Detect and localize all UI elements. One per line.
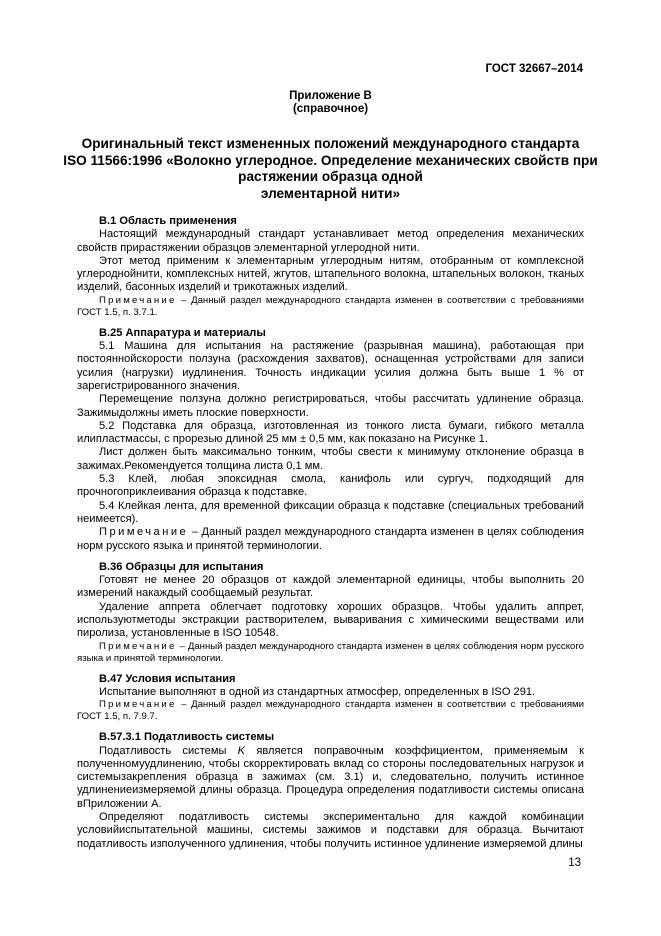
paragraph: 5.2 Подставка для образца, изготовленная из тонкого листа бумаги, гибкого металла илипластмассы, с прорезью длиной 25 мм ± 0,5 мм, как показано на Рисунке 1. — [77, 419, 584, 446]
note-label: Примечание — [99, 640, 177, 652]
note-label: Примечание — [99, 699, 177, 711]
section-heading-conditions: В.47 Условия испытания — [99, 672, 236, 685]
paragraph: 5.1 Машина для испытания на растяжение (разрывная машина), работающая при постояннойскорости ползуна (расхождения захватов), оснащенная устройствами для записи усилия (нагрузки) иудлинения. Точность индикации усилия должна быть выше 1 % от зарегистрированного значения. — [77, 340, 584, 392]
appendix-heading — [0, 90, 661, 116]
document-body — [77, 215, 584, 851]
note-text: – Данный раздел международного стандарта изменен в соответствии с требованиями ГОСТ 1.5, п. 7.9.7. — [77, 699, 584, 723]
paragraph-part: Податливость системы — [99, 744, 238, 757]
section-note — [77, 641, 584, 665]
symbol-k: K — [237, 744, 246, 757]
section-note — [77, 295, 584, 319]
section-heading-compliance: В.57.3.1 Податливость системы — [99, 731, 275, 744]
paragraph: Настоящий международный стандарт устанавливает метод определения механических свойств прирастяжении образцов элементарной углеродной нити. — [77, 228, 584, 254]
title-line-4: элементарной нити» — [260, 185, 401, 201]
section-heading-apparatus: В.25 Аппаратура и материалы — [99, 326, 266, 339]
paragraph: 5.3 Клей, любая эпоксидная смола, канифоль или сургуч, подходящий для прочногоприклеивания образца к подставке. — [77, 473, 584, 499]
appendix-title: Приложение В — [289, 90, 372, 102]
paragraph: Этот метод применим к элементарным углеродным нитям, отобранным от комплексной углероднойнити, комплексных нитей, жгутов, штапельного волокна, штапельных волокон, тканых изделий, басонных изделий и трикотажных изделий. — [77, 254, 584, 294]
title-line-3: растяжении образца одной — [238, 169, 423, 184]
paragraph-part: является поправочным коэффициентом, применяемым к полученномуудлинению, чтобы скорректировать вклад со стороны последовательных нагрузок и системызакрепления образца в зажимах (см. 3.1) и, следовательно, получить истинное удлинениеизмеряемой длины образца. Процедура определения податливости системы описана вПриложении А. — [77, 744, 584, 810]
title-line-2: ISO 11566:1996 «Волокно углеродное. Определение механических свойств при — [63, 152, 598, 168]
section-note — [77, 526, 584, 553]
paragraph: Удаление аппрета облегчает подготовку хороших образцов. Чтобы удалить аппрет, используютметоды экстракции растворителем, вываривания с химическими веществами или пиролиза, установленные в ISO 10548. — [77, 600, 584, 640]
paragraph: Перемещение ползуна должно регистрироваться, чтобы рассчитать удлинение образца. Зажимыдолжны иметь плоские поверхности. — [77, 393, 584, 419]
section-note — [77, 699, 584, 723]
note-label: Примечание — [99, 294, 177, 306]
paragraph: Испытание выполняют в одной из стандартных атмосфер, определенных в ISO 291. — [99, 685, 536, 698]
section-heading-specimens: В.36 Образцы для испытания — [99, 560, 264, 573]
document-title — [60, 136, 601, 202]
paragraph — [77, 745, 584, 811]
note-text: – Данный раздел международного стандарта изменен в целях соблюдения норм русского языка и принятой терминологии. — [77, 640, 584, 664]
note-text: – Данный раздел международного стандарта изменен в целях соблюдения норм русского языка и принятой терминологии. — [77, 526, 584, 552]
note-text: – Данный раздел международного стандарта изменен в соответствии с требованиями ГОСТ 1.5, п. 3.7.1. — [77, 294, 584, 318]
section-heading-scope: В.1 Область применения — [99, 215, 237, 227]
paragraph: Готовят не менее 20 образцов от каждой элементарной единицы, чтобы выполнить 20 измерений накаждый сообщаемый результат. — [77, 574, 584, 600]
page-number: 13 — [568, 857, 581, 869]
paragraph: Лист должен быть максимально тонким, чтобы свести к минимуму отклонение образца в зажимах.Рекомендуется толщина листа 0,1 мм. — [77, 446, 584, 472]
appendix-subtitle: (справочное) — [292, 103, 369, 115]
paragraph: 5.4 Клейкая лента, для временной фиксации образца к подставке (специальных требований неимеется). — [77, 499, 584, 525]
standard-code: ГОСТ 32667–2014 — [485, 63, 583, 75]
note-label: Примечание — [99, 526, 189, 539]
paragraph: Определяют податливость системы экспериментально для каждой комбинации условийиспытательной машины, системы зажимов и подставки для образца. Вычитают податливость изполученного удлинения, чтобы получить истинное удлинение измеряемой длины — [77, 810, 584, 850]
title-line-1: Оригинальный текст измененных положений международного стандарта — [81, 136, 580, 151]
